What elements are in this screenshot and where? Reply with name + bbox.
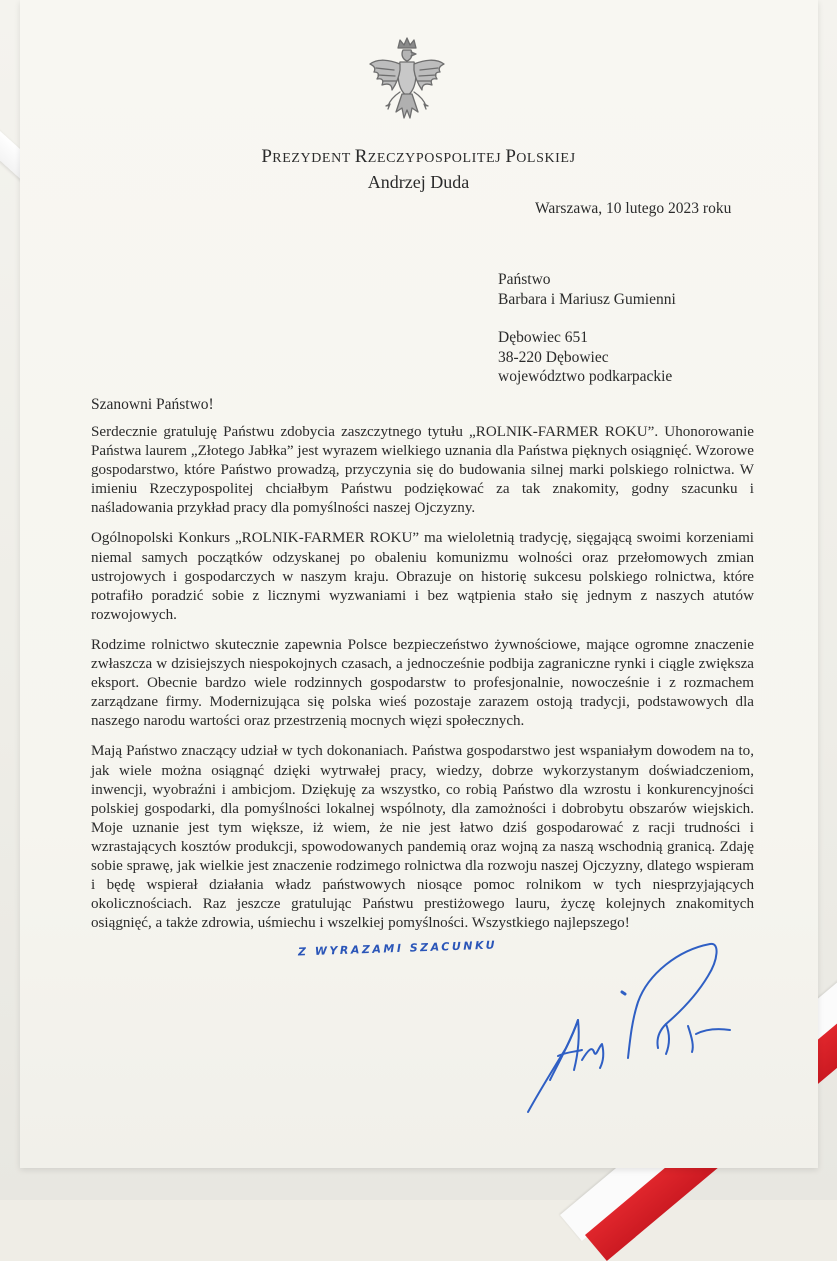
letter-body — [91, 423, 754, 944]
eagle-emblem-icon — [366, 34, 448, 132]
recipient-line: Dębowiec 651 — [498, 329, 588, 346]
body-paragraph: Ogólnopolski Konkurs „ROLNIK-FARMER ROKU” ma wieloletnią tradycję, sięgającą swoimi korzeniami niemal samych początków odzyskanej po obaleniu komunizmu wolności oraz przełomowych zmian ustrojowych i gospodarczych w naszym kraju. Obrazuje on historię sukcesu polskiego rolnictwa, które potrafiło poradzić sobie z licznymi wyzwaniami i bez wątpienia stało się jednym z naszych atutów rozwojowych. — [91, 530, 754, 623]
body-paragraph: Rodzime rolnictwo skutecznie zapewnia Polsce bezpieczeństwo żywnościowe, mające ogromne znaczenie zwłaszcza w dzisiejszych niespokojnych czasach, a jednocześnie podbija zagraniczne rynki i ciągle zwiększa eksport. Obecnie bardzo wiele rodzinnych gospodarstw to profesjonalnie, nowocześnie i z rozmachem zarządzane firmy. Modernizująca się polska wieś pozostaje zarazem ostoją tradycji, podstawowych dla naszego narodu wartości oraz przestrzenią mocnych więzi społecznych. — [91, 636, 754, 730]
recipient-line: Państwo — [498, 271, 551, 288]
salutation: Szanowni Państwo! — [91, 396, 214, 413]
president-office-title: PREZYDENT RZECZYPOSPOLITEJ POLSKIEJ — [261, 146, 576, 167]
recipient-address — [498, 270, 676, 387]
body-paragraph: Serdecznie gratuluję Państwu zdobycia zaszczytnego tytułu „ROLNIK-FARMER ROKU”. Uhonorowanie Państwa laurem „Złotego Jabłka” jest wyrazem wielkiego uznania dla Państwa pięknych osiągnięć. Wzorowe gospodarstwo, które Państwo prowadzą, przyczynia się do budowania silnej marki polskiego rolnictwa. W imieniu Rzeczypospolitej chciałbym Państwu podziękować za tak znakomity, godny szacunku i naśladowania przykład pracy dla pomyślności naszej Ojczyzny. — [91, 424, 754, 517]
handwritten-closing: Z WYRAZAMI SZACUNKU — [297, 938, 498, 959]
recipient-line: województwo podkarpackie — [498, 368, 673, 385]
recipient-line: 38-220 Dębowiec — [498, 348, 609, 366]
letter-date: Warszawa, 10 lutego 2023 roku — [535, 200, 732, 217]
body-paragraph: Mają Państwo znaczący udział w tych dokonaniach. Państwa gospodarstwo jest wspaniałym dowodem na to, jak wiele można osiągnąć dzięki wytrwałej pracy, wiedzy, dobrze wykorzystanym doświadczeniom, inwencji, wyobraźni i ambicjom. Dziękuję za wszystko, co robią Państwo dla wzrostu i konkurencyjności polskiej gospodarki, dla pomyślności lokalnej wspólnoty, dla zamożności i dobrobytu obszarów wiejskich. Moje uznanie jest tym większe, iż wiem, że nie jest łatwo dziś gospodarować z racji trudności i wzrastających kosztów produkcji, spowodowanych pandemią oraz wojną za naszą wschodnią granicą. Zdaję sobie sprawę, jak wielkie jest znaczenie rodzimego rolnictwa dla rozwoju naszej Ojczyzny, dlatego wspieram i będę wspierał działania władz państwowych niosące pomoc rolnikom w tych niesprzyjających okolicznościach. Raz jeszcze gratulując Państwu prestiżowego lauru, życzę kolejnych znakomitych osiągnięć, a także zdrowia, uśmiechu i wszelkiej pomyślności. Wszystkiego najlepszego! — [91, 743, 754, 932]
recipient-line: Barbara i Mariusz Gumienni — [498, 290, 676, 308]
signature-icon — [520, 930, 740, 1130]
president-name: Andrzej Duda — [367, 172, 470, 192]
